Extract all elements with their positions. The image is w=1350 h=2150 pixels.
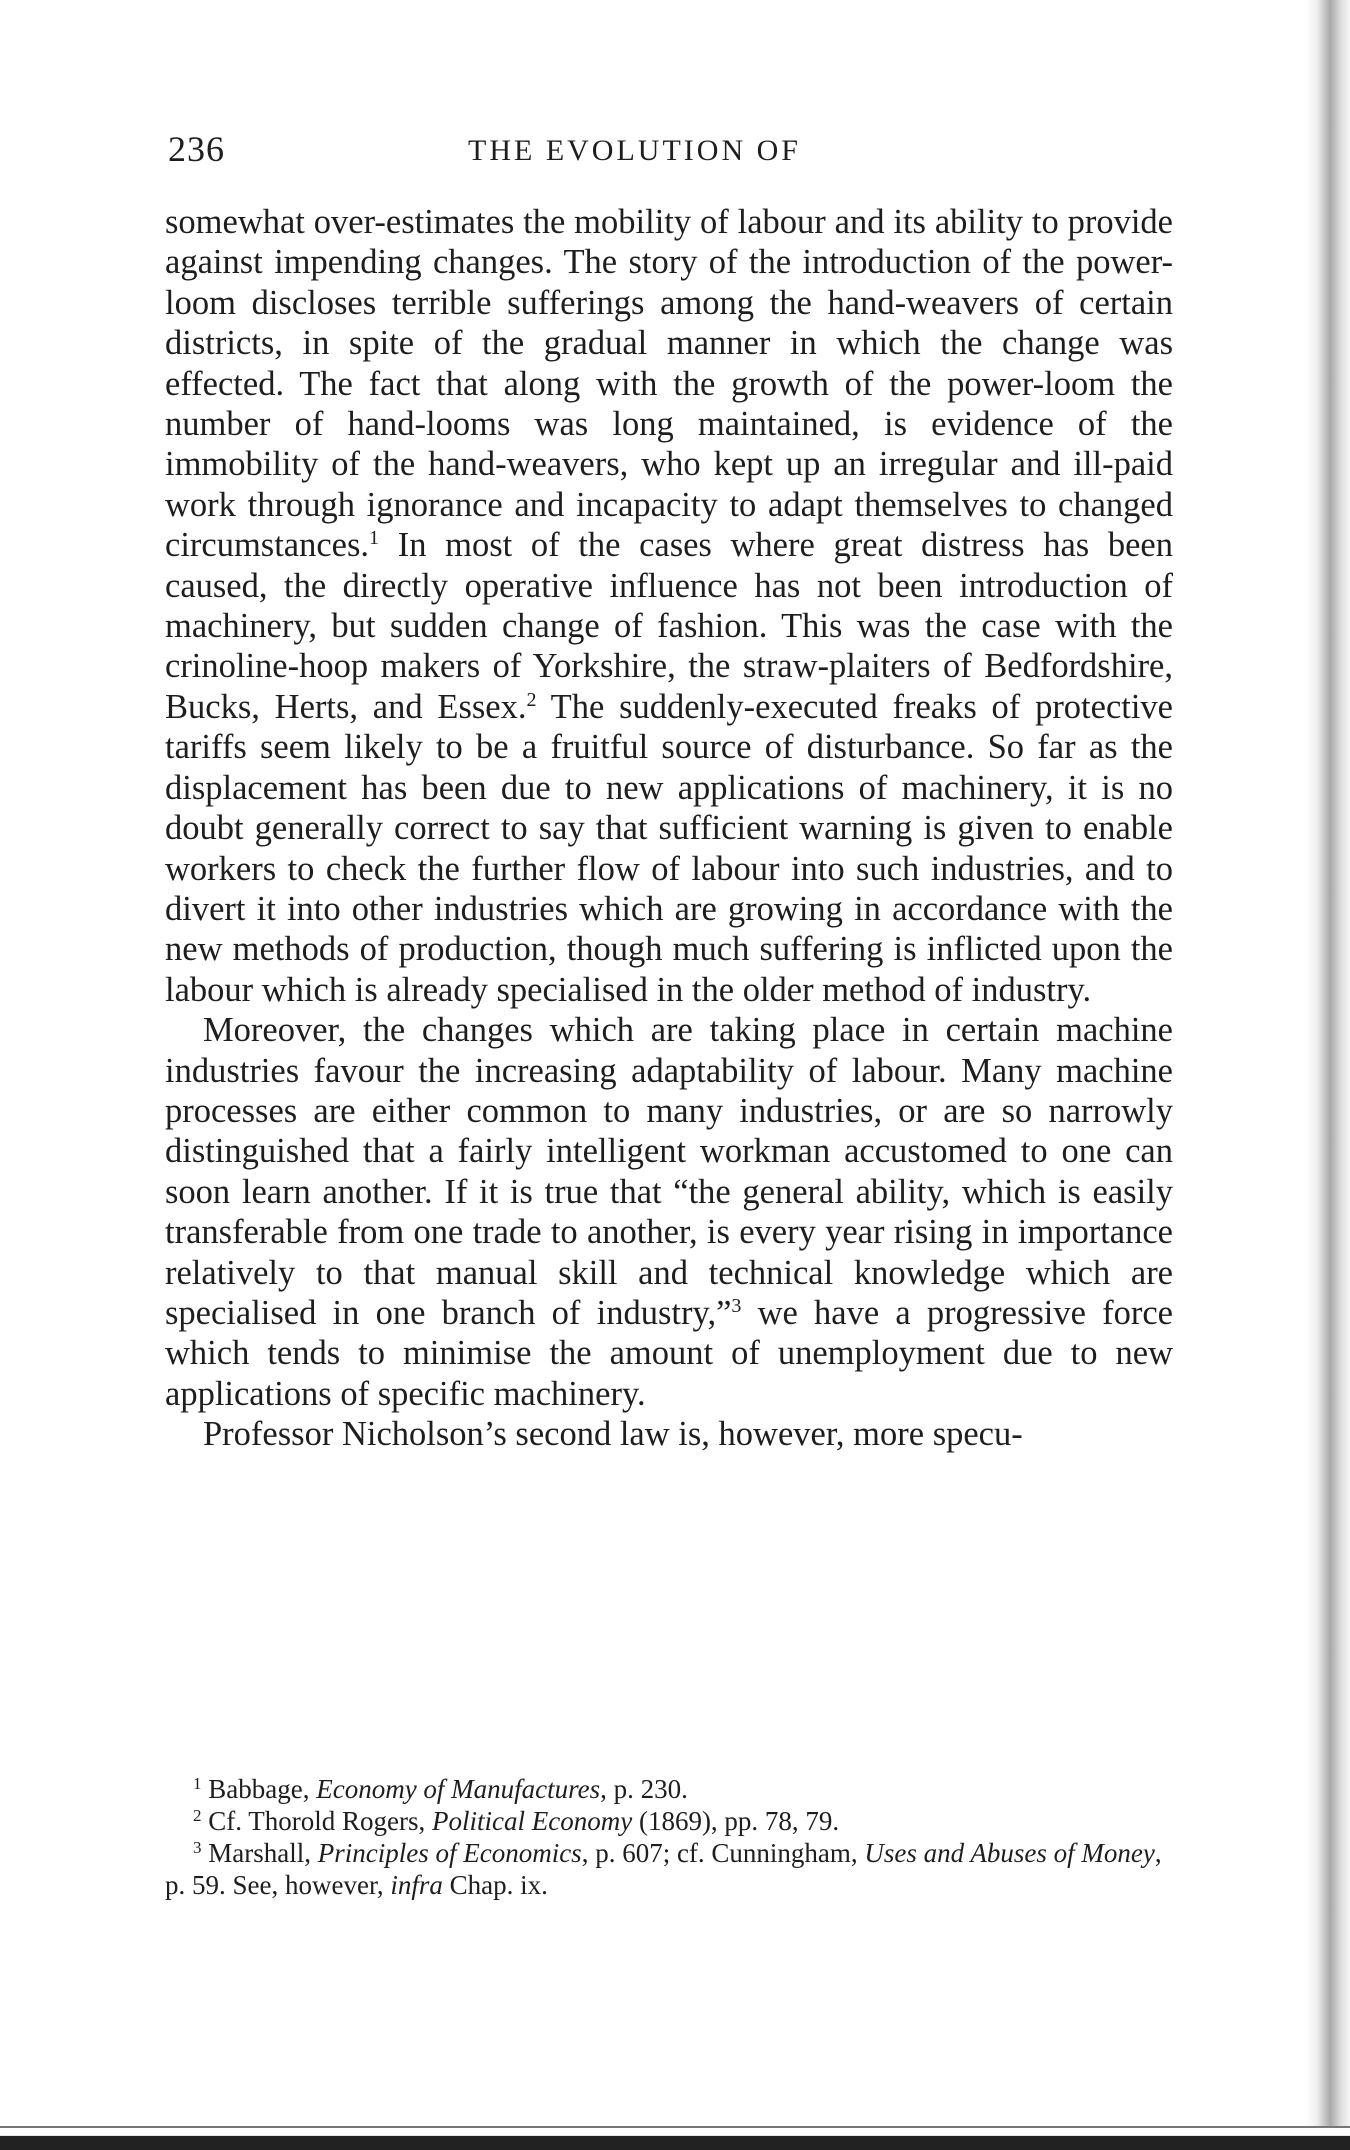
footnote-3-page: , p. 607; cf. Cunningham,	[581, 1838, 865, 1868]
footnote-2-title: Political Economy	[432, 1806, 633, 1836]
paragraph-1	[165, 202, 1173, 1010]
footnote-1-title: Economy of Manufactures	[316, 1774, 601, 1804]
footnote-3-title: Principles of Economics	[317, 1838, 582, 1868]
footnote-3-chapter: Chap. ix.	[442, 1870, 548, 1900]
footnote-ref-1: 1	[369, 527, 380, 550]
footnote-2-text: Cf. Thorold Rogers,	[201, 1806, 432, 1836]
footnote-2-marker: 2	[193, 1806, 202, 1825]
running-title: THE EVOLUTION OF	[468, 134, 801, 167]
page-header	[168, 128, 1168, 184]
body-text	[165, 202, 1173, 1455]
page-edge-shadow	[1306, 0, 1350, 2150]
footnote-ref-3: 3	[731, 1294, 742, 1317]
paragraph-1-text: somewhat over-estimates the mobility of labour and its ability to provide against impending changes. The story of the introduction of the power-loom discloses terrible sufferings among the hand-weavers of certain districts, in spite of the gradual manner in which the change was effected. The fact that along with the growth of the power-loom the number of hand-looms was long maintained, is evidence of the immobility of the hand-weavers, who kept up an irregular and ill-paid work through ignorance and incapacity to adapt themselves to changed circumstances.	[165, 203, 1173, 565]
page-number: 236	[168, 129, 225, 169]
footnotes	[165, 1773, 1173, 1901]
footnote-2	[165, 1805, 1173, 1837]
footnote-3-marker: 3	[193, 1838, 202, 1857]
footnote-2-page: (1869), pp. 78, 79.	[632, 1806, 840, 1836]
footnote-ref-2: 2	[526, 688, 537, 711]
footnote-3-text: Marshall,	[201, 1838, 318, 1868]
footnote-3-page-2: , p. 59. See, however,	[165, 1838, 1162, 1900]
footnote-1-text: Babbage,	[201, 1774, 317, 1804]
paragraph-2-text-b: we have a progressive force which tends to minimise the amount of unemployment due to new applications of specific machinery.	[165, 1293, 1173, 1413]
paragraph-2-text: Moreover, the changes which are taking place in certain machine industries favour the increasing adaptability of labour. Many machine processes are either common to many industries, or are so narrowly distinguished that a fairly intelligent workman accustomed to one can soon learn another. If it is true that “the general ability, which is easily transferable from one trade to another, is every year rising in importance relatively to that manual skill and technical knowledge which are specialised in one branch of industry,”	[165, 1011, 1173, 1332]
paragraph-2	[165, 1010, 1173, 1414]
footnote-3-title-2: Uses and Abuses of Money	[864, 1838, 1155, 1868]
footnote-1	[165, 1773, 1173, 1805]
paragraph-3: Professor Nicholson’s second law is, however, more specu-	[203, 1415, 1023, 1454]
footnote-3	[165, 1837, 1173, 1901]
footnote-1-marker: 1	[193, 1774, 202, 1793]
paragraph-1-text-b: In most of the cases where great distress has been caused, the directly operative influence has not been introduction of machinery, but sudden change of fashion. This was the case with the crinoline-hoop makers of Yorkshire, the straw-plaiters of Bedfordshire, Bucks, Herts, and Essex.	[165, 526, 1173, 726]
page-bottom-edge	[0, 2126, 1350, 2150]
footnote-1-page: , p. 230.	[600, 1774, 688, 1804]
paragraph-1-text-c: The suddenly-executed freaks of protective tariffs seem likely to be a fruitful source of disturbance. So far as the displacement has been due to new applications of machinery, it is no doubt generally correct to say that sufficient warning is given to enable workers to check the further flow of labour into such industries, and to divert it into other industries which are growing in accordance with the new methods of production, though much suffering is inflicted upon the labour which is already specialised in the older method of industry.	[165, 687, 1173, 1009]
footnote-3-infra: infra	[390, 1870, 443, 1900]
